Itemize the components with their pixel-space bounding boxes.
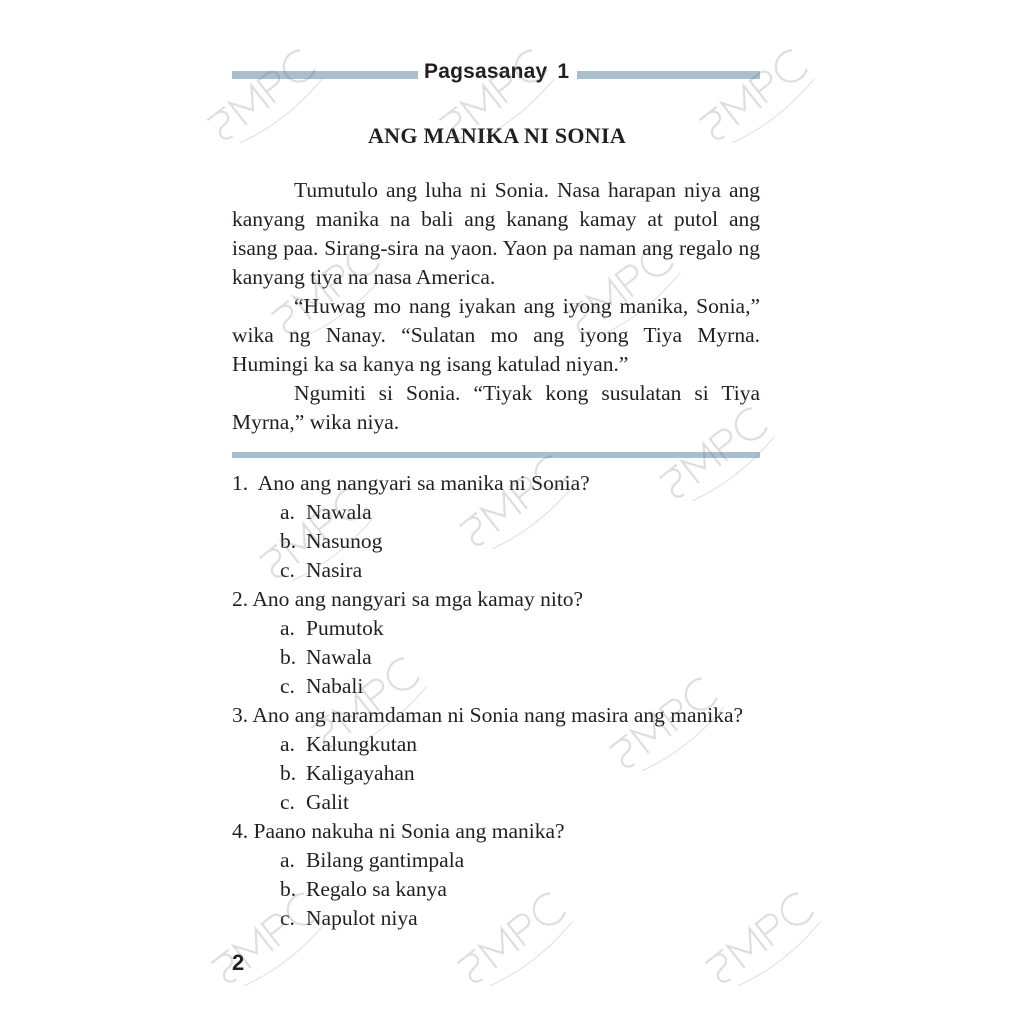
choice-1b: b. Nasunog: [280, 529, 383, 553]
question-number: 2.: [232, 587, 249, 611]
choice-1c: c. Nasira: [280, 558, 363, 582]
question-3: [232, 701, 772, 730]
lesson-label: Pagsasanay: [424, 60, 548, 83]
question-4: [232, 817, 772, 846]
section-divider: [232, 452, 760, 458]
question-2: [232, 585, 772, 614]
question-list: [232, 469, 772, 933]
choice-4c: c. Napulot niya: [280, 906, 418, 930]
question-text: Ano ang nangyari sa mga kamay nito?: [252, 587, 584, 611]
choice-2c: c. Nabali: [280, 674, 364, 698]
story-paragraph: “Huwag mo nang iyakan ang iyong manika, Sonia,” wika ng Nanay. “Sulatan mo ang iyong Tiya Myrna. Humingi ka sa kanya ng isang katulad niyan.”: [232, 294, 760, 376]
question-text: Ano ang nangyari sa manika ni Sonia?: [257, 471, 590, 495]
question-text: Ano ang naramdaman ni Sonia nang masira ang manika?: [252, 703, 744, 727]
question-1: [232, 469, 772, 498]
header-bar-left: [232, 71, 418, 79]
story-paragraph: Tumutulo ang luha ni Sonia. Nasa harapan niya ang kanyang manika na bali ang kanang kamay at putol ang isang paa. Sirang-sira na yaon. Yaon pa naman ang regalo ng kanyang tiya na nasa America.: [232, 178, 760, 289]
choice-1a: a. Nawala: [280, 500, 372, 524]
choice-3c: c. Galit: [280, 790, 349, 814]
choice-3b: b. Kaligayahan: [280, 761, 415, 785]
choice-2b: b. Nawala: [280, 645, 372, 669]
page-number: 2: [232, 950, 245, 975]
story-text: [232, 176, 760, 437]
question-number: 1.: [232, 471, 249, 495]
story-paragraph: Ngumiti si Sonia. “Tiyak kong susulatan si Tiya Myrna,” wika niya.: [232, 381, 760, 434]
choice-4b: b. Regalo sa kanya: [280, 877, 447, 901]
question-number: 4.: [232, 819, 249, 843]
question-number: 3.: [232, 703, 249, 727]
choice-4a: a. Bilang gantimpala: [280, 848, 465, 872]
header-bar-right: [577, 71, 760, 79]
choice-3a: a. Kalungkutan: [280, 732, 418, 756]
lesson-heading: [424, 60, 574, 84]
story-title: ANG MANIKA NI SONIA: [367, 123, 627, 148]
choice-2a: a. Pumutok: [280, 616, 384, 640]
lesson-number: 1: [557, 60, 570, 83]
question-text: Paano nakuha ni Sonia ang manika?: [253, 819, 565, 843]
